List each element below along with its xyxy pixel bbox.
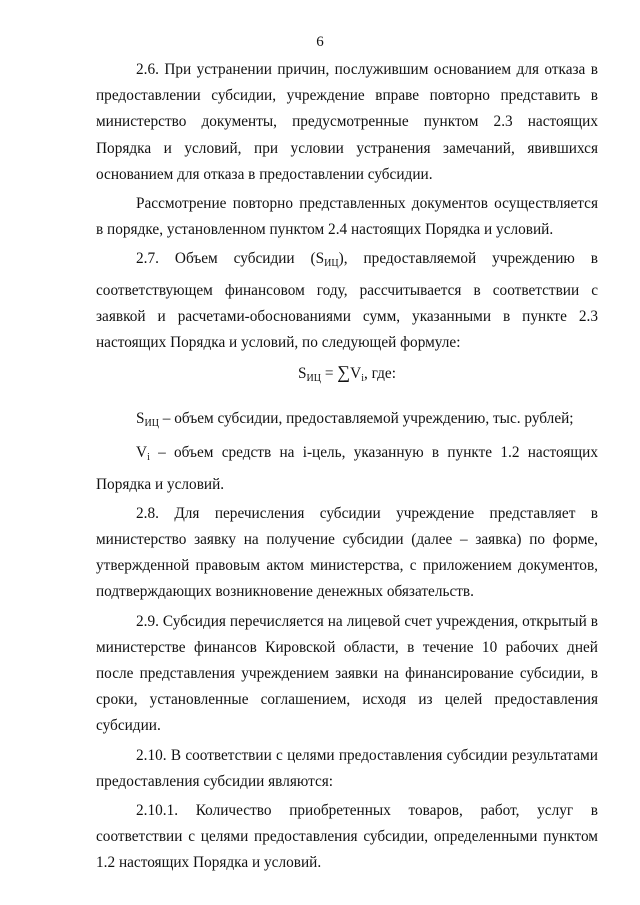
paragraph-2-7-start: 2.7. Объем субсидии (S	[136, 250, 325, 268]
formula-sum-sign: ∑	[337, 362, 351, 383]
paragraph-2-7-rest: ), предоставляемой учреждению в соответствующем финансовом году, рассчитывается в соответствии с заявкой и расчетами-обоснованиями сумм, указанными в пункте 2.3 настоящих Порядка и условий, по следующей формуле:	[96, 250, 599, 352]
definition-v-text: – объем средств на i-цель, указанную в пункте 1.2 настоящих Порядка и условий.	[96, 444, 598, 493]
definition-v-subscript: i	[147, 452, 150, 464]
definition-s-subscript: ИЦ	[144, 418, 159, 430]
formula-s: S	[298, 365, 307, 383]
definition-s-symbol: S	[136, 410, 145, 428]
definition-s-text: – объем субсидии, предоставляемой учреждению, тыс. рублей;	[158, 410, 574, 428]
formula	[96, 359, 598, 392]
paragraph-2-7	[96, 246, 598, 356]
paragraph-2-8: 2.8. Для перечисления субсидии учреждение представляет в министерство заявку на получение субсидии (далее – заявка) по форме, утвержденной правовым актом министерства, с приложением документов, подтверждающих возникновение денежных обязательств.	[96, 504, 598, 601]
paragraph-review: Рассмотрение повторно представленных документов осуществляется в порядке, установленном пунктом 2.4 настоящих Порядка и условий.	[96, 195, 598, 239]
paragraph-2-10-1: 2.10.1. Количество приобретенных товаров, работ, услуг в соответствии с целями предоставления субсидии, определенными пунктом 1.2 настоящих Порядка и условий.	[96, 802, 598, 872]
formula-v: V	[350, 365, 362, 383]
definition-v	[96, 440, 598, 497]
formula-tail: , где:	[363, 365, 396, 383]
paragraph-2-9: 2.9. Субсидия перечисляется на лицевой счет учреждения, открытый в министерстве финансов Кировской области, в течение 10 рабочих дней после представления учреждением заявки на финансирование субсидии, в сроки, установленные соглашением, исходя из целей предоставления субсидии.	[96, 612, 598, 735]
definition-s	[96, 406, 598, 437]
paragraph-2-10: 2.10. В соответствии с целями предоставления субсидии результатами предоставления субсидии являются:	[96, 746, 598, 790]
formula-s-subscript: ИЦ	[306, 373, 321, 385]
paragraph-2-7-subscript: ИЦ	[324, 258, 339, 270]
formula-v-subscript: i	[361, 373, 364, 385]
definition-v-symbol: V	[136, 444, 148, 462]
paragraph-2-6: 2.6. При устранении причин, послужившим основанием для отказа в предоставлении субсидии, учреждение вправе повторно представить в министерство документы, предусмотренные пунктом 2.3 настоящих Порядка и условий, при условии устранения замечаний, явившихся основанием для отказа в предоставлении субсидии.	[96, 61, 598, 183]
document-body	[96, 57, 598, 877]
page-number: 6	[316, 34, 324, 50]
formula-equals: =	[321, 365, 338, 383]
